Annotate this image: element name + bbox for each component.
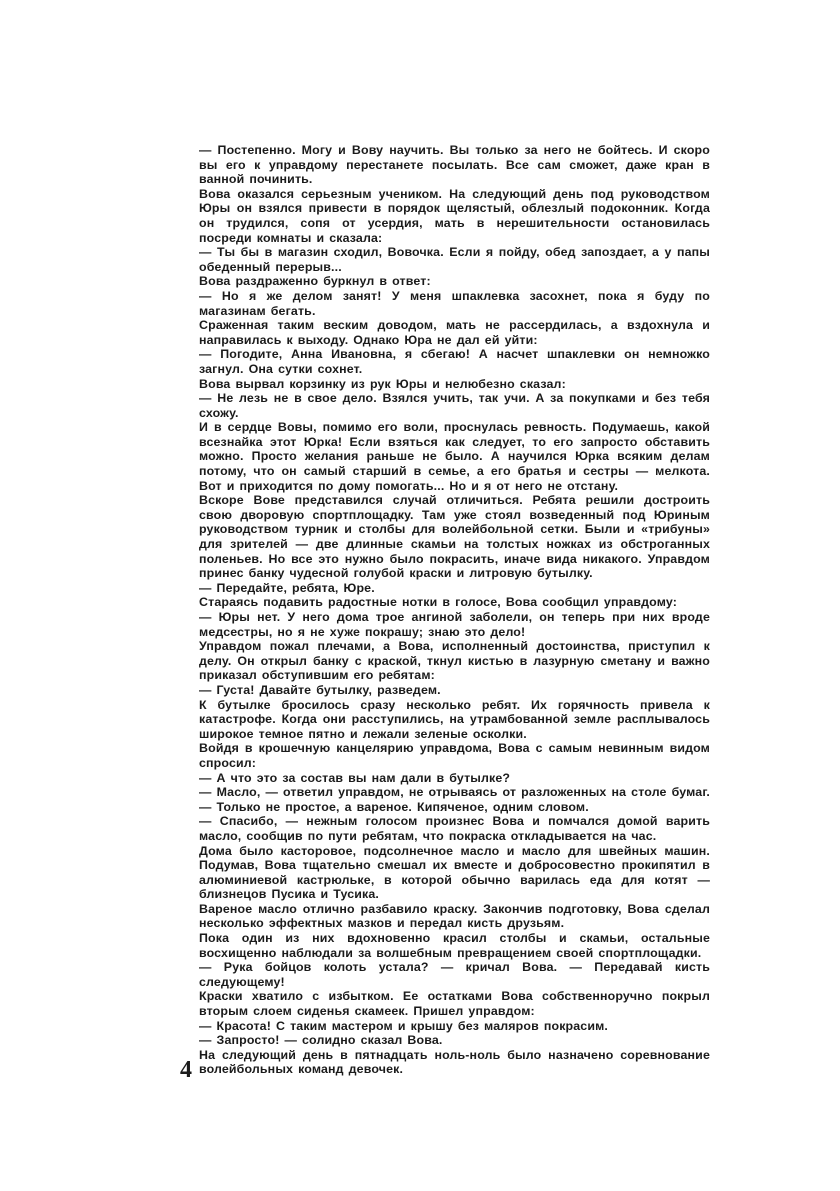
paragraph-10: И в сердце Вовы, помимо его воли, проснулась ревность. Подумаешь, какой всезнайка этот Юрка! Если взяться как следует, то его запросто обставить можно. Просто желания раньше не было. А научился Юрка всяким делам потому, что он самый старший в семье, а его братья и сестры — мелкота. Вот и приходится по дому помогать... Но и я от него не отстану.	[199, 420, 710, 493]
paragraph-16: — Густа! Давайте бутылку, разведем.	[199, 682, 441, 697]
paragraph-6: Сраженная таким веским доводом, мать не рассердилась, а вздохнула и направилась к выходу. Однако Юра не дал ей уйти:	[199, 318, 710, 347]
paragraph-4: Вова раздраженно буркнул в ответ:	[199, 274, 431, 289]
paragraph-12: — Передайте, ребята, Юре.	[199, 580, 375, 595]
paragraph-19: — А что это за состав вы нам дали в бутылке?	[199, 770, 511, 785]
paragraph-15: Управдом пожал плечами, а Вова, исполненный достоинства, приступил к делу. Он открыл банку с краской, ткнул кистью в лазурную сметану и важно приказал обступившим его ребятам:	[199, 639, 710, 683]
story-text-column	[199, 143, 710, 1077]
paragraph-17: К бутылке бросилось сразу несколько ребят. Их горячность привела к катастрофе. Когда они расступились, на утрамбованной земле расплывалось широкое темное пятно и лежали зеленые осколки.	[199, 697, 710, 741]
paragraph-24: Пока один из них вдохновенно красил столбы и скамьи, остальные восхищенно наблюдали за волшебным превращением своей спортплощадки.	[199, 931, 710, 960]
paragraph-5: — Но я же делом занят! У меня шпаклевка засохнет, пока я буду по магазинам бегать.	[199, 288, 710, 318]
paragraph-8: Вова вырвал корзинку из рук Юры и нелюбезно сказал:	[199, 376, 566, 391]
paragraph-11: Вскоре Вове представился случай отличиться. Ребята решили достроить свою дворовую спортплощадку. Там уже стоял возведенный под Юриным руководством турник и столбы для волейбольной сетки. Были и «трибуны» для зрителей — две длинные скамьи на толстых ножках из обстроганных поленьев. Но все это нужно было покрасить, иначе вида никакого. Управдом принес банку чудесной голубой краски и литровую бутылку.	[199, 493, 710, 581]
paragraph-22: Дома было касторовое, подсолнечное масло и масло для швейных машин. Подумав, Вова тщательно смешал их вместе и добросовестно прокипятил в алюминиевой кастрюльке, в которой обычно варилась еда для котят — близнецов Пусика и Тусика.	[199, 843, 710, 902]
paragraph-23: Вареное масло отлично разбавило краску. Закончив подготовку, Вова сделал несколько эффектных мазков и передал кисть друзьям.	[199, 901, 710, 931]
page-number: 4	[180, 1057, 192, 1083]
paragraph-13: Стараясь подавить радостные нотки в голосе, Вова сообщил управдому:	[199, 595, 678, 610]
paragraph-27: — Красота! С таким мастером и крышу без маляров покрасим.	[199, 1018, 609, 1033]
paragraph-20: — Масло, — ответил управдом, не отрываясь от разложенных на столе бумаг. — Только не простое, а вареное. Кипяченое, одним словом.	[199, 785, 710, 814]
paragraph-2: Вова оказался серьезным учеником. На следующий день под руководством Юры он взялся привести в порядок щелястый, облезлый подоконник. Когда он трудился, сопя от усердия, мать в нерешительности остановилась посреди комнаты и сказала:	[199, 186, 710, 245]
paragraph-29: На следующий день в пятнадцать ноль-ноль было назначено соревнование волейбольных команд девочек.	[199, 1047, 710, 1077]
paragraph-21: — Спасибо, — нежным голосом произнес Вова и помчался домой варить масло, сообщив по пути ребятам, что покраска откладывается на час.	[199, 814, 710, 843]
paragraph-26: Краски хватило с избытком. Ее остатками Вова собственноручно покрыл вторым слоем сиденья скамеек. Пришел управдом:	[199, 989, 710, 1019]
paragraph-9: — Не лезь не в свое дело. Взялся учить, так учи. А за покупками и без тебя схожу.	[199, 391, 710, 420]
paragraph-3: — Ты бы в магазин сходил, Вовочка. Если я пойду, обед запоздает, а у папы обеденный перерыв...	[199, 245, 710, 274]
paragraph-1: — Постепенно. Могу и Вову научить. Вы только за него не бойтесь. И скоро вы его к управдому перестанете посылать. Все сам сможет, даже кран в ванной починить.	[199, 143, 710, 187]
paragraph-14: — Юры нет. У него дома трое ангиной заболели, он теперь при них вроде медсестры, но я не хуже покрашу; знаю это дело!	[199, 610, 710, 639]
paragraph-25: — Рука бойцов колоть устала? — кричал Вова. — Передавай кисть следующему!	[199, 960, 710, 989]
paragraph-18: Войдя в крошечную канцелярию управдома, Вова с самым невинным видом спросил:	[199, 741, 710, 770]
paragraph-28: — Запросто! — солидно сказал Вова.	[199, 1033, 443, 1048]
paragraph-7: — Погодите, Анна Ивановна, я сбегаю! А насчет шпаклевки он немножко загнул. Она сутки сохнет.	[199, 347, 710, 376]
